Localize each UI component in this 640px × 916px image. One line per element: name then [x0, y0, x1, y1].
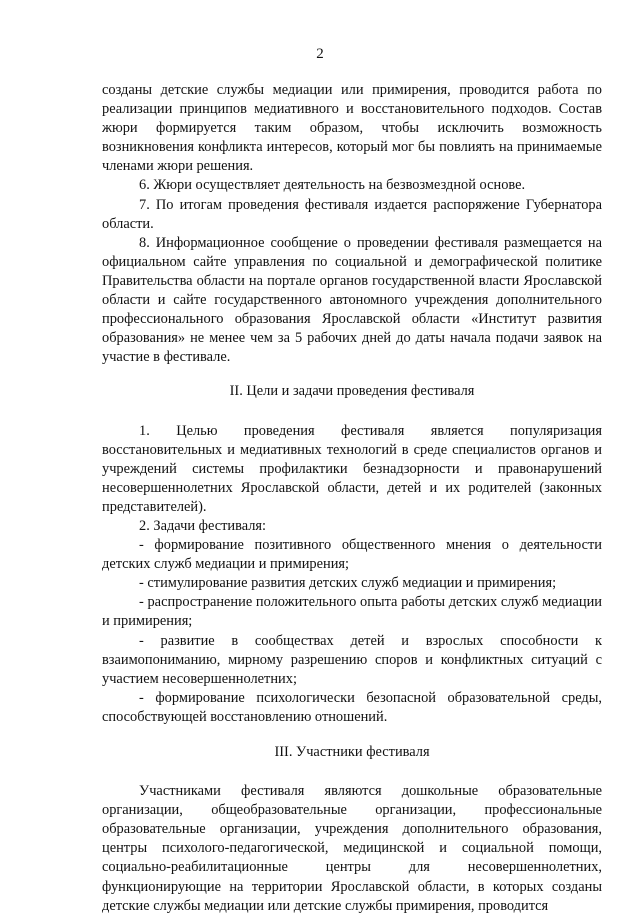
task-item: - формирование позитивного общественного мнения о деятельности детских служб медиации и примирения;: [102, 537, 602, 573]
paragraph-item-7: 7. По итогам проведения фестиваля издается распоряжение Губернатора области.: [102, 196, 602, 232]
paragraph-participants: Участниками фестиваля являются дошкольные образовательные организации, общеобразовательные организации, профессиональные образовательные организации, учреждения дополнительного образования, центры психолого-педагогической, медицинской и социальной помощи, социально-реабилитационные центры для несовершеннолетних, функционирующие на территории Ярославской области, в которых созданы детские службы медиации или детские службы примирения, проводится: [102, 783, 602, 914]
task-item: - развитие в сообществах детей и взрослых способности к взаимопониманию, мирному разрешению споров и конфликтных ситуаций с участием несовершеннолетних;: [102, 632, 602, 687]
paragraph-tasks-title: 2. Задачи фестиваля:: [139, 517, 267, 534]
page-number: 2: [316, 46, 324, 62]
section-heading-participants: III. Участники фестиваля: [274, 744, 430, 760]
task-item: - формирование психологически безопасной образовательной среды, способствующей восстановлению отношений.: [102, 689, 602, 725]
section-heading-goals: II. Цели и задачи проведения фестиваля: [229, 383, 475, 400]
paragraph-goal: 1. Целью проведения фестиваля является популяризация восстановительных и медиативных технологий в среде специалистов органов и учреждений системы профилактики безнадзорности и правонарушений несовершеннолетних Ярославской области, детей и их родителей (законных представителей).: [102, 422, 602, 515]
document-body: [102, 81, 602, 916]
task-item: - стимулирование развития детских служб медиации и примирения;: [139, 575, 557, 592]
paragraph-item-8: 8. Информационное сообщение о проведении фестиваля размещается на официальном сайте управления по социальной и демографической политике Правительства области на портале органов государственной власти Ярославской области и сайте государственного автономного учреждения дополнительного профессионального образования Ярославской области «Институт развития образования» не менее чем за 5 рабочих дней до даты начала подачи заявок на участие в фестивале.: [102, 234, 602, 366]
task-item: - распространение положительного опыта работы детских служб медиации и примирения;: [102, 594, 602, 630]
paragraph-jury-composition: созданы детские службы медиации или примирения, проводится работа по реализации принципов медиативного и восстановительного подходов. Состав жюри формируется таким образом, чтобы исключить возможность возникновения конфликта интересов, который мог бы повлиять на принимаемые членами жюри решения.: [102, 82, 602, 175]
paragraph-item-6: 6. Жюри осуществляет деятельность на безвозмездной основе.: [139, 177, 526, 194]
